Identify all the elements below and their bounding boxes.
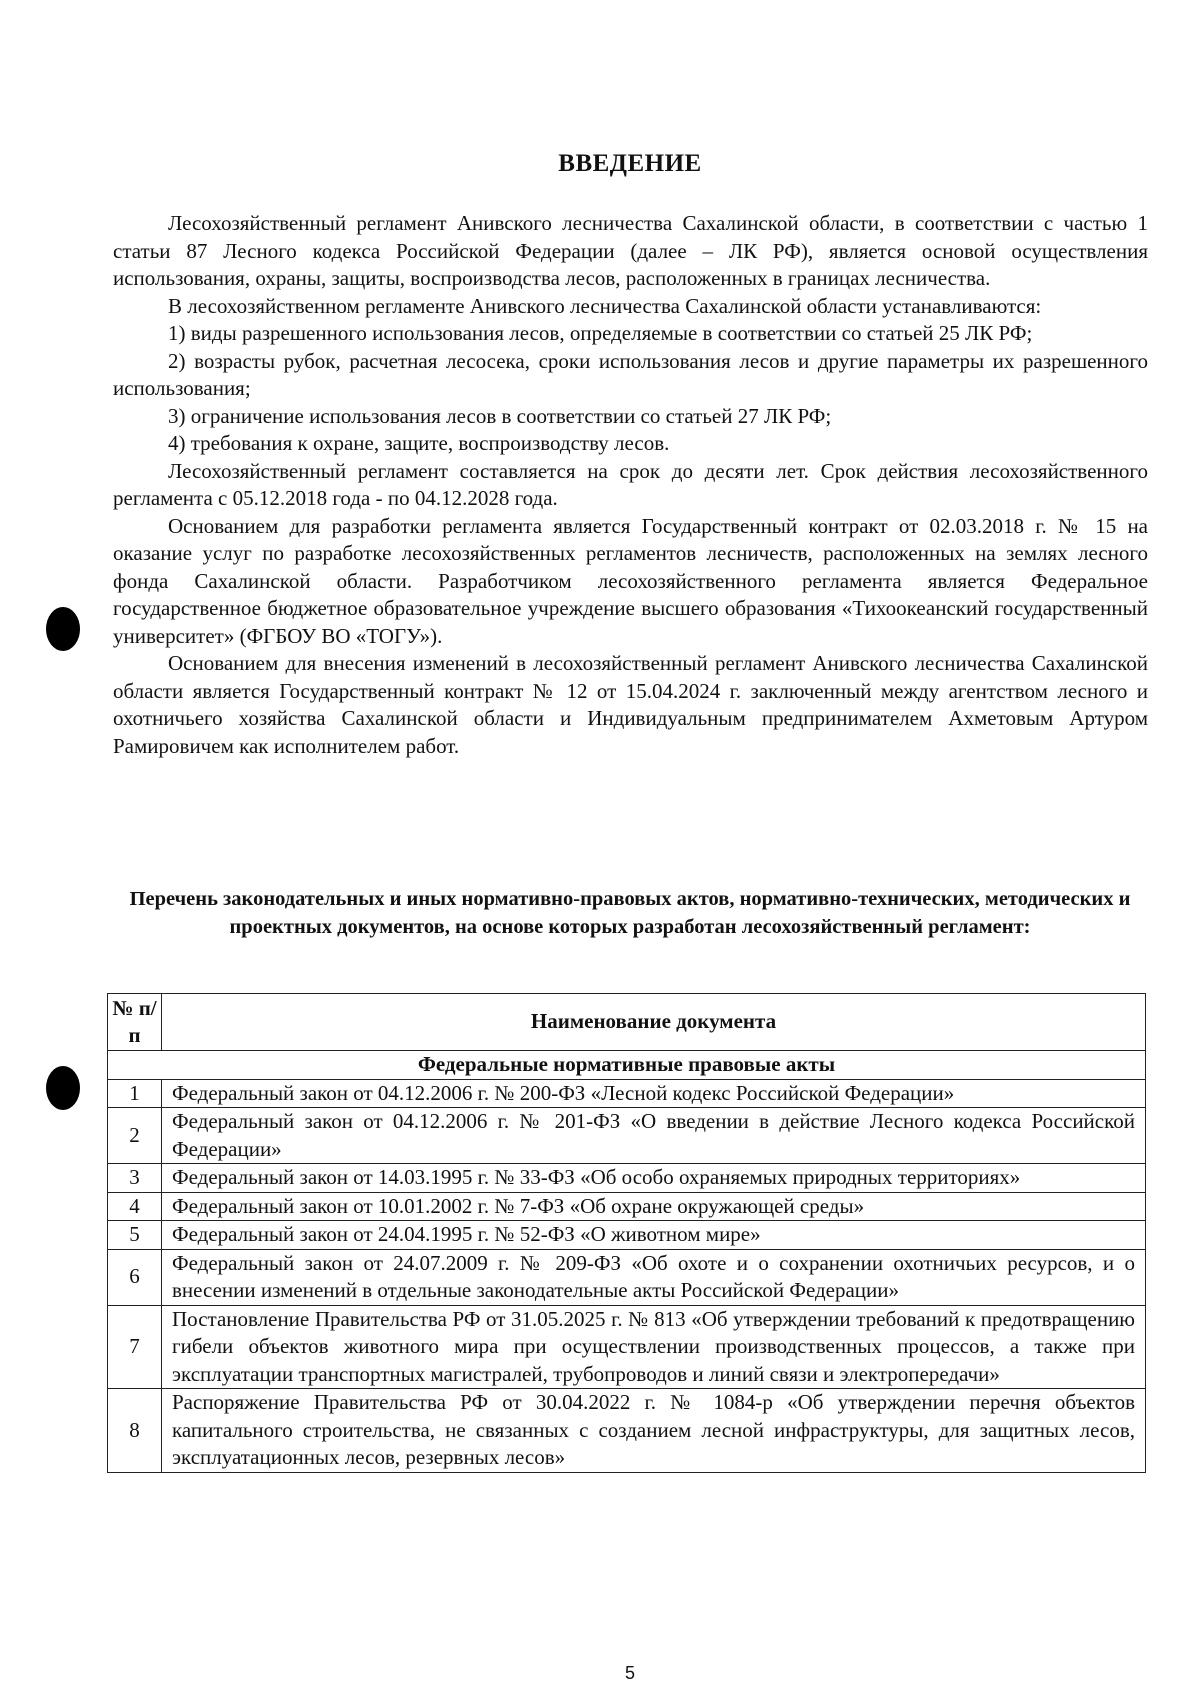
paragraph: 3) ограничение использования лесов в соответствии со статьей 27 ЛК РФ; bbox=[168, 403, 832, 428]
table-row bbox=[108, 1164, 1146, 1193]
table-row bbox=[108, 1108, 1146, 1164]
paragraph: Лесохозяйственный регламент составляется на срок до десяти лет. Срок действия лесохозяйственного регламента с 05.12.2018 года - по 04.12.2028 года. bbox=[113, 458, 1148, 510]
section-title: Федеральные нормативные правовые акты bbox=[108, 1051, 1146, 1080]
row-number: 7 bbox=[108, 1305, 162, 1389]
row-number: 2 bbox=[108, 1108, 162, 1164]
introduction-text bbox=[113, 210, 1148, 760]
paragraph: В лесохозяйственном регламенте Анивского лесничества Сахалинской области устанавливаются: bbox=[168, 293, 1042, 318]
row-document: Федеральный закон от 04.12.2006 г. № 201-ФЗ «О введении в действие Лесного кодекса Российской Федерации» bbox=[162, 1108, 1146, 1164]
row-number: 8 bbox=[108, 1389, 162, 1473]
row-document: Федеральный закон от 24.04.1995 г. № 52-ФЗ «О животном мире» bbox=[162, 1221, 1146, 1250]
list-heading: Перечень законодательных и иных нормативно-правовых актов, нормативно-технических, методических и проектных документов, на основе которых разработан лесохозяйственный регламент: bbox=[129, 888, 1131, 938]
row-number: 4 bbox=[108, 1192, 162, 1221]
page-number: 5 bbox=[624, 1663, 635, 1683]
column-header-number: № п/п bbox=[108, 994, 162, 1051]
paragraph: Основанием для внесения изменений в лесохозяйственный регламент Анивского лесничества Сахалинской области является Государственный контракт № 12 от 15.04.2024 г. заключенный между агентством лесного и охотничьего хозяйства Сахалинской области и Индивидуальным предпринимателем Ахметовым Артуром Рамировичем как исполнителем работ. bbox=[113, 651, 1148, 758]
table-row bbox=[108, 1221, 1146, 1250]
row-document: Федеральный закон от 04.12.2006 г. № 200-ФЗ «Лесной кодекс Российской Федерации» bbox=[162, 1079, 1146, 1108]
row-document: Постановление Правительства РФ от 31.05.2025 г. № 813 «Об утверждении требований к предотвращению гибели объектов животного мира при осуществлении производственных процессов, а также при эксплуатации транспортных магистралей, трубопроводов и линий связи и электропередачи» bbox=[162, 1305, 1146, 1389]
table-row bbox=[108, 1192, 1146, 1221]
paragraph: 4) требования к охране, защите, воспроизводству лесов. bbox=[168, 431, 670, 455]
column-header-name: Наименование документа bbox=[162, 994, 1146, 1051]
row-number: 3 bbox=[108, 1164, 162, 1193]
row-document: Федеральный закон от 24.07.2009 г. № 209-ФЗ «Об охоте и о сохранении охотничьих ресурсов, и о внесении изменений в отдельные законодательные акты Российской Федерации» bbox=[162, 1249, 1146, 1305]
table-section-row bbox=[108, 1051, 1146, 1080]
table-row bbox=[108, 1389, 1146, 1473]
paragraph: Лесохозяйственный регламент Анивского лесничества Сахалинской области, в соответствии с частью 1 статьи 87 Лесного кодекса Российской Федерации (далее – ЛК РФ), является основой осуществления использования, охраны, защиты, воспроизводства лесов, расположенных в границах лесничества. bbox=[113, 211, 1148, 290]
table-row bbox=[108, 1249, 1146, 1305]
paragraph: 1) виды разрешенного использования лесов, определяемые в соответствии со статьей 25 ЛК РФ; bbox=[168, 321, 1033, 345]
row-document: Федеральный закон от 14.03.1995 г. № 33-ФЗ «Об особо охраняемых природных территориях» bbox=[162, 1164, 1146, 1193]
page-title: ВВЕДЕНИЕ bbox=[558, 150, 702, 177]
binder-hole-icon bbox=[46, 1066, 80, 1110]
row-number: 6 bbox=[108, 1249, 162, 1305]
binder-hole-icon bbox=[46, 607, 80, 651]
documents-table bbox=[107, 993, 1146, 1473]
row-document: Федеральный закон от 10.01.2002 г. № 7-ФЗ «Об охране окружающей среды» bbox=[162, 1192, 1146, 1221]
table-row bbox=[108, 1079, 1146, 1108]
row-number: 1 bbox=[108, 1079, 162, 1108]
paragraph: 2) возрасты рубок, расчетная лесосека, сроки использования лесов и другие параметры их разрешенного использования; bbox=[113, 348, 1148, 400]
paragraph: Основанием для разработки регламента является Государственный контракт от 02.03.2018 г. № 15 на оказание услуг по разработке лесохозяйственных регламентов лесничеств, расположенных на землях лесного фонда Сахалинской области. Разработчиком лесохозяйственного регламента является Федеральное государственное бюджетное образовательное учреждение высшего образования «Тихоокеанский государственный университет» (ФГБОУ ВО «ТОГУ»). bbox=[113, 513, 1148, 648]
row-document: Распоряжение Правительства РФ от 30.04.2022 г. № 1084-р «Об утверждении перечня объектов капитального строительства, не связанных с созданием лесной инфраструктуры, для защитных лесов, эксплуатационных лесов, резервных лесов» bbox=[162, 1389, 1146, 1473]
table-header-row bbox=[108, 994, 1146, 1051]
table-row bbox=[108, 1305, 1146, 1389]
row-number: 5 bbox=[108, 1221, 162, 1250]
